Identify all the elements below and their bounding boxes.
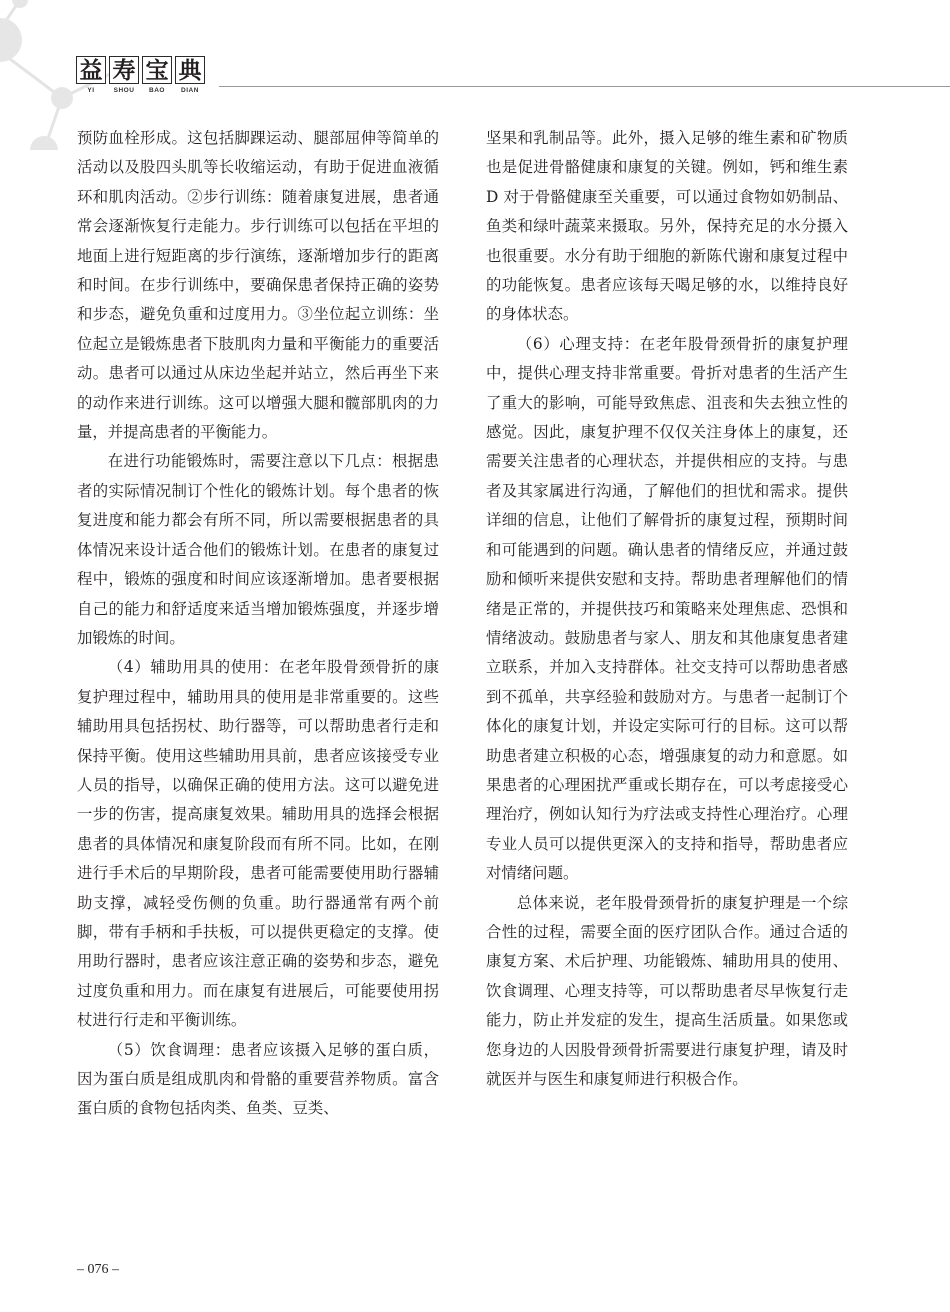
logo-pinyin: SHOU [113,87,135,94]
logo-char: 益 [76,56,106,84]
paragraph: 预防血栓形成。这包括脚踝运动、腿部屈伸等简单的活动以及股四头肌等长收缩运动，有助于促进血液循环和肌肉活动。②步行训练：随着康复进展，患者通常会逐渐恢复行走能力。步行训练可以包括在平坦的地面上进行短距离的步行演练，逐渐增加步行的距离和时间。在步行训练中，要确保患者保持正确的姿势和步态，避免负重和过度用力。③坐位起立训练：坐位起立是锻炼患者下肢肌肉力量和平衡能力的重要活动。患者可以通过从床边坐起并站立，然后再坐下来的动作来进行训练。这可以增强大腿和髋部肌肉的力量，并提高患者的平衡能力。 [77,129,439,442]
paragraph: 坚果和乳制品等。此外，摄入足够的维生素和矿物质也是促进骨骼健康和康复的关键。例如，钙和维生素 D 对于骨骼健康至关重要，可以通过食物如奶制品、鱼类和绿叶蔬菜来摄取。另外，保持充足的水分摄入也很重要。水分有助于细胞的新陈代谢和康复过程中的功能恢复。患者应该每天喝足够的水，以维持良好的身体状态。 [486,129,848,324]
logo-pinyin: BAO [149,87,165,94]
paragraph: 总体来说，老年股骨颈骨折的康复护理是一个综合性的过程，需要全面的医疗团队合作。通过合适的康复方案、术后护理、功能锻炼、辅助用具的使用、饮食调理、心理支持等，可以帮助患者尽早恢复行走能力，防止并发症的发生，提高生活质量。如果您或您身边的人因股骨颈骨折需要进行康复护理，请及时就医并与医生和康复师进行积极合作。 [486,893,848,1088]
logo-pinyin: YI [87,87,95,94]
left-column [77,124,439,1124]
page-number: – 076 – [77,1262,119,1277]
logo-char: 典 [175,56,205,84]
logo-char: 宝 [142,56,172,84]
paragraph: 在进行功能锻炼时，需要注意以下几点：根据患者的实际情况制订个性化的锻炼计划。每个患者的恢复进度和能力都会有所不同，所以需要根据患者的具体情况来设计适合他们的锻炼计划。在患者的康复过程中，锻炼的强度和时间应该逐渐增加。患者要根据自己的能力和舒适度来适当增加锻炼强度，并逐步增加锻炼的时间。 [77,452,439,647]
paragraph: （5）饮食调理：患者应该摄入足够的蛋白质，因为蛋白质是组成肌肉和骨骼的重要营养物质。富含蛋白质的食物包括肉类、鱼类、豆类、 [77,1040,439,1118]
logo-char: 寿 [109,56,139,84]
right-column [486,124,848,1094]
header-rule [219,86,950,87]
paragraph: （4）辅助用具的使用：在老年股骨颈骨折的康复护理过程中，辅助用具的使用是非常重要的。这些辅助用具包括拐杖、助行器等，可以帮助患者行走和保持平衡。使用这些辅助用具前，患者应该接受专业人员的指导，以确保正确的使用方法。这可以避免进一步的伤害，提高康复效果。辅助用具的选择会根据患者的具体情况和康复阶段而有所不同。比如，在刚进行手术后的早期阶段，患者可能需要使用助行器辅助支撑，减轻受伤侧的负重。助行器通常有两个前脚，带有手柄和手扶板，可以提供更稳定的支撑。使用助行器时，患者应该注意正确的姿势和步态，避免过度负重和用力。而在康复有进展后，可能要使用拐杖进行行走和平衡训练。 [77,658,439,1030]
masthead-logo [76,56,205,94]
paragraph: （6）心理支持：在老年股骨颈骨折的康复护理中，提供心理支持非常重要。骨折对患者的生活产生了重大的影响，可能导致焦虑、沮丧和失去独立性的感觉。因此，康复护理不仅仅关注身体上的康复，还需要关注患者的心理状态，并提供相应的支持。与患者及其家属进行沟通，了解他们的担忧和需求。提供详细的信息，让他们了解骨折的康复过程，预期时间和可能遇到的问题。确认患者的情绪反应，并通过鼓励和倾听来提供安慰和支持。帮助患者理解他们的情绪是正常的，并提供技巧和策略来处理焦虑、恐惧和情绪波动。鼓励患者与家人、朋友和其他康复患者建立联系，并加入支持群体。社交支持可以帮助患者感到不孤单，共享经验和鼓励对方。与患者一起制订个体化的康复计划，并设定实际可行的目标。这可以帮助患者建立积极的心态，增强康复的动力和意愿。如果患者的心理困扰严重或长期存在，可以考虑接受心理治疗，例如认知行为疗法或支持性心理治疗。心理专业人员可以提供更深入的支持和指导，帮助患者应对情绪问题。 [486,334,848,883]
logo-pinyin: DIAN [181,87,199,94]
